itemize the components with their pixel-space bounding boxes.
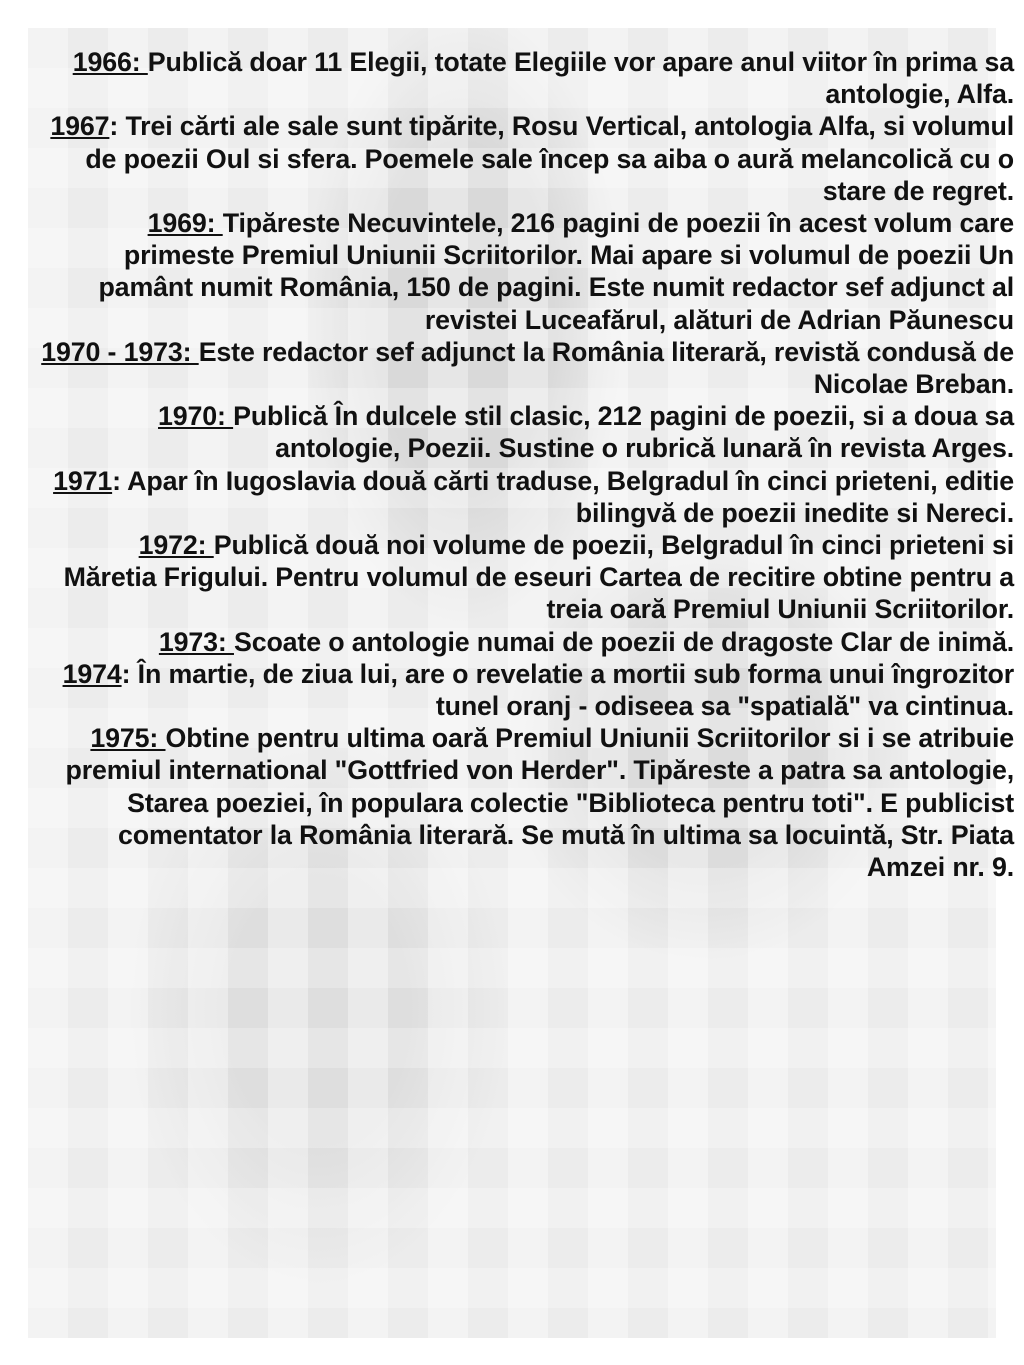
- timeline-entry-1971: [41, 465, 1014, 529]
- entry-text: Este redactor sef adjunct la România literară, revistă condusă de Nicolae Breban.: [198, 336, 1014, 400]
- entry-year: 1975:: [90, 723, 166, 754]
- timeline-entry-1967: [41, 110, 1014, 207]
- entry-year: 1971: [53, 465, 113, 496]
- entry-year: 1969:: [147, 208, 223, 239]
- timeline-entry-1972: [41, 529, 1014, 626]
- entry-year: 1970 - 1973:: [41, 336, 199, 367]
- timeline-entry-1974: [41, 658, 1014, 722]
- timeline-entry-1973: [41, 626, 1014, 658]
- entry-text: : Trei cărti ale sale sunt tipărite, Rosu Vertical, antologia Alfa, si volumul de poezii Oul si sfera. Poemele sale încep sa aiba o aură melancolică cu o stare de regret.: [85, 111, 1014, 206]
- timeline-text: [41, 46, 1014, 883]
- entry-year: 1967: [50, 111, 110, 142]
- timeline-entry-1969: [41, 207, 1014, 336]
- timeline-entry-1966: [41, 46, 1014, 110]
- entry-year: 1973:: [158, 626, 234, 657]
- entry-text: Publică doar 11 Elegii, totate Elegiile vor apare anul viitor în prima sa antologie, Alfa.: [147, 47, 1014, 110]
- timeline-entry-1970: [41, 400, 1014, 464]
- entry-text: Scoate o antologie numai de poezii de dragoste Clar de inimă.: [233, 626, 1014, 657]
- entry-text: : Apar în Iugoslavia două cărti traduse, Belgradul în cinci prieteni, editie bilingvă de poezii inedite si Nereci.: [112, 465, 1014, 528]
- entry-text: Obtine pentru ultima oară Premiul Uniunii Scriitorilor si i se atribuie premiul international "Gottfried von Herder". Tipăreste a patra sa antologie, Starea poeziei, în populara colectie "Biblioteca pentru toti". E publicist comentator la România literară. Se mută în ultima sa locuintă, Str. Piata Amzei nr. 9.: [65, 723, 1014, 883]
- slide: [28, 28, 1014, 1338]
- entry-text: Publică două noi volume de poezii, Belgradul în cinci prieteni si Măretia Frigului. Pentru volumul de eseuri Cartea de recitire obtine pentru a treia oară Premiul Uniunii Scriitorilor.: [63, 530, 1014, 625]
- entry-text: : În martie, de ziua lui, are o revelatie a mortii sub forma unui îngrozitor tunel oranj - odiseea sa "spatială" va cintinua.: [121, 658, 1014, 722]
- entry-year: 1966:: [72, 47, 148, 77]
- entry-year: 1970:: [158, 401, 234, 432]
- entry-text: Publică În dulcele stil clasic, 212 pagini de poezii, si a doua sa antologie, Poezii. Sustine o rubrică lunară în revista Arges.: [233, 401, 1014, 464]
- entry-year: 1974: [62, 658, 122, 689]
- timeline-entry-1970-1973: [41, 336, 1014, 400]
- entry-text: Tipăreste Necuvintele, 216 pagini de poezii în acest volum care primeste Premiul Uniunii Scriitorilor. Mai apare si volumul de poezii Un pamânt numit România, 150 de pagini. Este numit redactor sef adjunct al revistei Luceafărul, alături de Adrian Păunescu: [98, 208, 1014, 335]
- entry-year: 1972:: [138, 530, 214, 561]
- timeline-entry-1975: [41, 722, 1014, 883]
